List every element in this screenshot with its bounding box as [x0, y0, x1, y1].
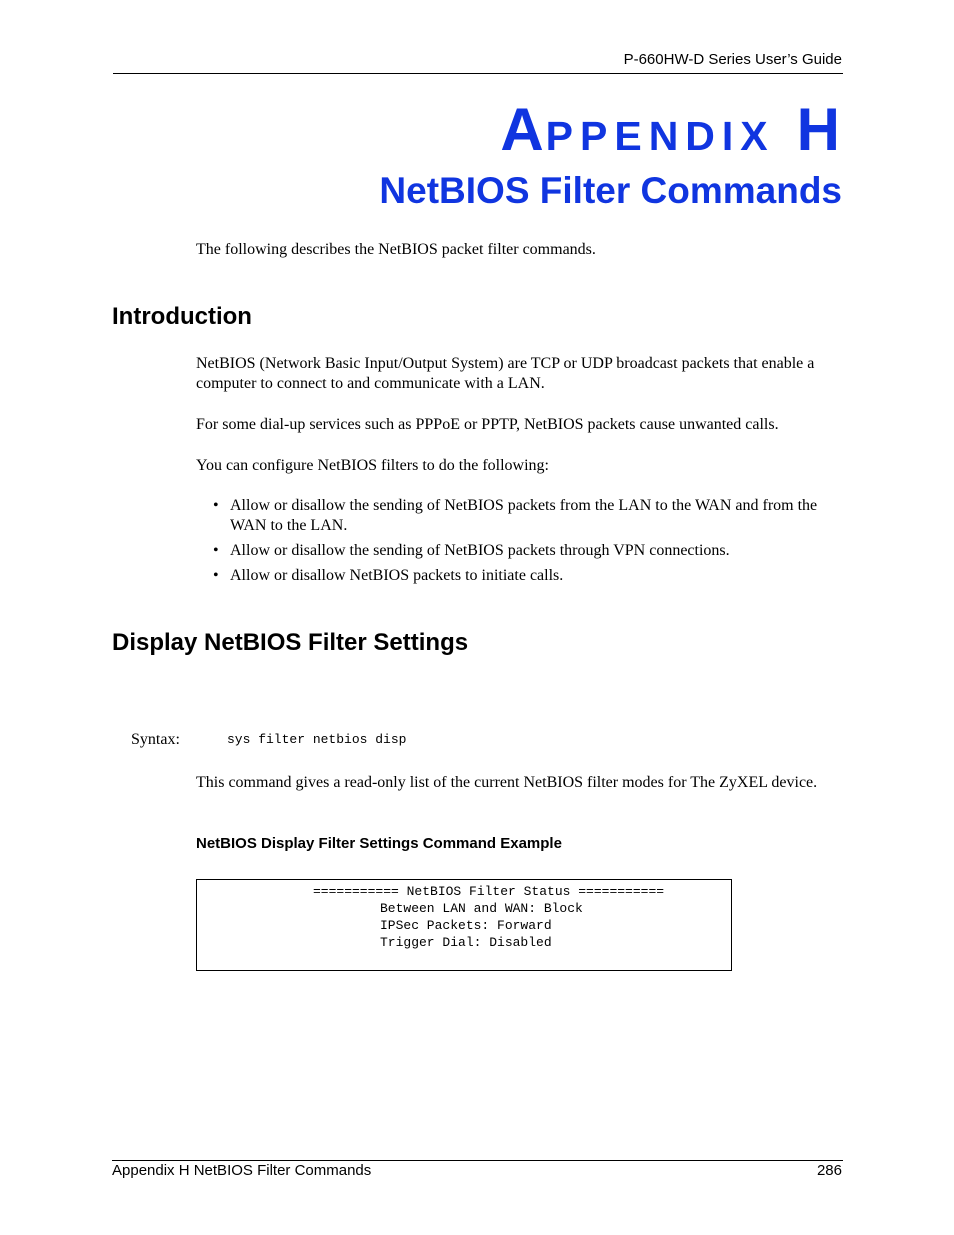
intro-line: The following describes the NetBIOS packet filter commands. — [196, 241, 596, 258]
section-heading-display-settings: Display NetBIOS Filter Settings — [112, 629, 469, 656]
bullet-mark: • — [213, 542, 219, 559]
intro-paragraph-1: NetBIOS (Network Basic Input/Output System) are TCP or UDP broadcast packets that enable a computer to connect to and communicate with a LAN. — [196, 355, 815, 392]
list-item — [196, 541, 844, 561]
list-item — [196, 566, 844, 586]
list-item — [196, 496, 844, 536]
appendix-rest: PPENDIX — [545, 113, 775, 159]
section-heading-introduction: Introduction — [112, 303, 252, 330]
list-item-text: Allow or disallow the sending of NetBIOS packets from the LAN to the WAN and from the WAN to the LAN. — [230, 497, 818, 534]
appendix-letter: H — [796, 96, 842, 163]
intro-paragraph-2: For some dial-up services such as PPPoE or PPTP, NetBIOS packets cause unwanted calls. — [196, 416, 779, 433]
list-item-text: Allow or disallow the sending of NetBIOS packets through VPN connections. — [230, 542, 730, 559]
code-line: Between LAN and WAN: Block — [380, 901, 583, 916]
page-number: 286 — [816, 1162, 842, 1179]
header-rule — [113, 73, 843, 74]
code-line: =========== NetBIOS Filter Status =========== — [313, 884, 665, 899]
example-caption: NetBIOS Display Filter Settings Command Example — [196, 835, 562, 852]
code-line: IPSec Packets: Forward — [380, 918, 552, 933]
syntax-command: sys filter netbios disp — [227, 732, 407, 747]
list-item-text: Allow or disallow NetBIOS packets to initiate calls. — [230, 567, 564, 584]
code-line: Trigger Dial: Disabled — [380, 935, 552, 950]
footer-rule — [112, 1160, 843, 1161]
running-header: P-660HW-D Series User’s Guide — [623, 51, 842, 68]
appendix-title — [500, 98, 842, 168]
bullet-mark: • — [213, 567, 219, 584]
appendix-initial: A — [500, 96, 546, 163]
command-example-box — [196, 879, 732, 971]
display-description: This command gives a read-only list of the current NetBIOS filter modes for The ZyXEL device. — [196, 774, 818, 791]
intro-paragraph-3: You can configure NetBIOS filters to do the following: — [196, 457, 549, 474]
chapter-title: NetBIOS Filter Commands — [379, 170, 842, 211]
syntax-label: Syntax: — [131, 731, 180, 748]
filter-options-list — [196, 496, 844, 591]
bullet-mark: • — [213, 497, 219, 514]
footer-chapter-title: Appendix H NetBIOS Filter Commands — [112, 1162, 372, 1179]
